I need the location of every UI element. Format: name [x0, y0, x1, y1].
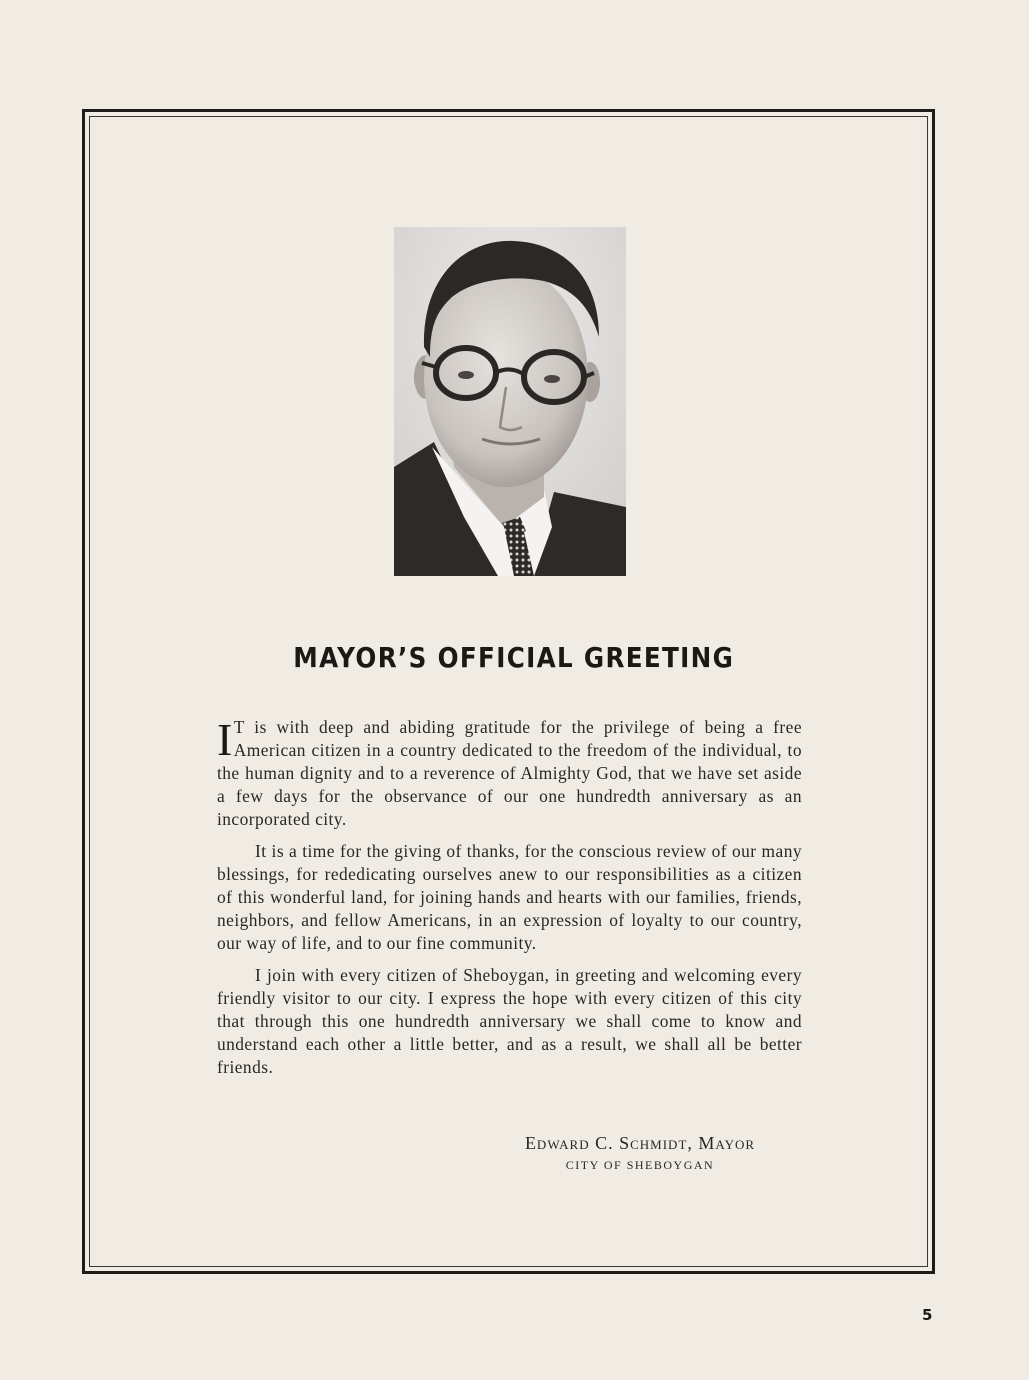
- letter-paragraph: It is a time for the giving of thanks, for the conscious review of our many blessings, for rededicating ourselves anew to our responsibilities as a citizen of this wonderful land, for joining hands and hearts with our families, friends, neighbors, and fellow Americans, in an expression of loyalty to our country, our way of life, and to our fine community.: [217, 841, 802, 953]
- signatory-name: Edward C. Schmidt, Mayor: [524, 1133, 756, 1153]
- page-number: 5: [922, 1306, 933, 1324]
- paragraph-text: T is with deep and abiding gratitude for the privilege of being a free American citizen in a country dedicated to the freedom of the individual, to the human dignity and to a reverence of Almighty God, that we have set aside a few days for the observance of our one hundredth anniversary as an incorporated city.: [217, 717, 802, 829]
- letter-paragraph: [217, 716, 802, 831]
- signatory-organization: CITY OF SHEBOYGAN: [565, 1158, 715, 1172]
- page-title: MAYOR’S OFFICIAL GREETING: [293, 641, 735, 674]
- greeting-letter: [217, 716, 802, 1088]
- drop-cap: I: [217, 714, 233, 765]
- signature-block: [470, 1133, 810, 1173]
- letter-paragraph: I join with every citizen of Sheboygan, in greeting and welcoming every friendly visitor to our city. I express the hope with every citizen of this city that through this one hundredth anniversary we shall come to know and understand each other a little better, and as a result, we shall all be better friends.: [217, 965, 802, 1077]
- mayor-portrait-photo: [394, 227, 626, 576]
